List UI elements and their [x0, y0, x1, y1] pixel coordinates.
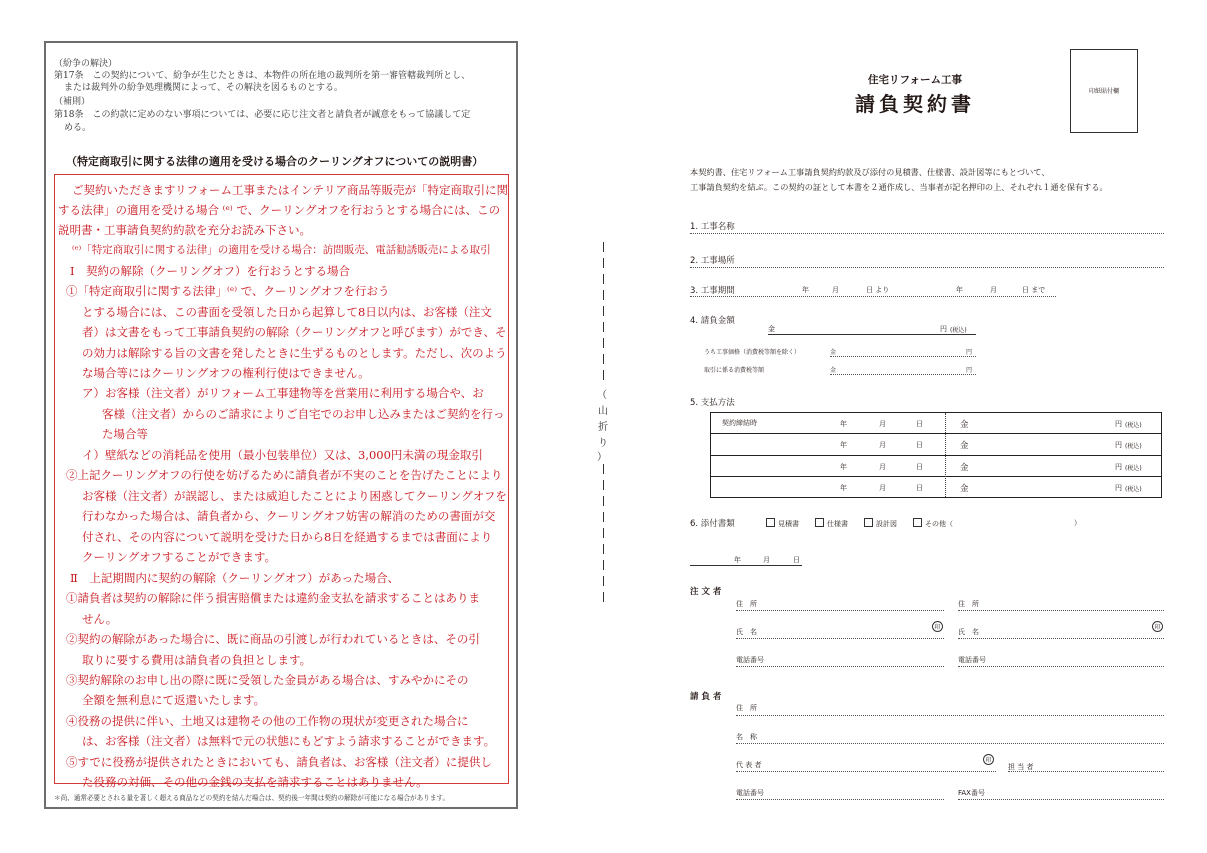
pay-year: 年 [840, 463, 847, 471]
period-from-year: 年 [802, 286, 809, 294]
pay-month: 月 [879, 484, 886, 492]
orderer1-phone-field[interactable] [736, 666, 944, 667]
pay-year: 年 [840, 420, 847, 428]
period-from-month: 月 [832, 286, 839, 294]
orderer1-phone-label: 電話番号 [736, 656, 764, 664]
attachments-label: 6. 添付書類 [690, 519, 735, 529]
pay-yen: 円 [1115, 463, 1122, 471]
cooling-line: 付され、その内容について説明を受けた日から8日を経過するまでは書面により [82, 530, 493, 544]
cooling-off-title: （特定商取引に関する法律の適用を受ける場合のクーリングオフについての説明書） [66, 155, 484, 168]
seal-icon: 印 [983, 754, 994, 765]
orderer2-address-field[interactable] [958, 610, 1164, 611]
work-price-field[interactable] [830, 356, 976, 357]
attachment-other-label: その他（ [925, 520, 953, 528]
orderer2-name-field[interactable] [958, 638, 1164, 639]
checkbox-icon [815, 518, 824, 527]
work-price-label: うち工事価格（消費税等額を除く） [704, 349, 801, 356]
intro-line: 本契約書、住宅リフォーム工事請負契約約款及び添付の見積書、仕様書、設計図等にもとづいて、 [690, 167, 1050, 177]
orderer2-phone-label: 電話番号 [958, 656, 986, 664]
heading-supplement: （補則） [54, 97, 91, 107]
attachment-drawing[interactable] [864, 518, 897, 529]
cooling-line: 全額を無利息にて返還いたします。 [82, 693, 266, 707]
date-month: 月 [763, 556, 770, 564]
tax-amount-field[interactable] [830, 374, 976, 375]
attachment-other-close: ） [1074, 519, 1081, 527]
attachment-spec-label: 仕様書 [827, 520, 848, 528]
cooling-line: 取りに要する費用は請負者の負担とします。 [82, 653, 312, 667]
pay-kin: 金 [960, 484, 969, 494]
amount-yen: 円 [940, 325, 947, 333]
checkbox-icon [864, 518, 873, 527]
attachment-drawing-label: 設計図 [876, 520, 897, 528]
article-17-line2: または裁判外の紛争処理機関によって、その解決を図るものとする。 [64, 83, 343, 93]
attachment-spec[interactable] [815, 518, 848, 529]
work-period-field[interactable] [690, 296, 1056, 297]
contractor-rep-field[interactable] [736, 771, 996, 772]
article-18-line2: める。 [64, 123, 92, 133]
pay-tax: (税込) [1125, 443, 1142, 450]
cooling-line: クーリングオフすることができます。 [82, 550, 277, 564]
attachment-estimate[interactable] [766, 518, 799, 529]
contractor-address-field[interactable] [736, 715, 1164, 716]
payment-table [710, 412, 1162, 498]
pay-day: 日 [916, 420, 923, 428]
orderer1-name-label: 氏 名 [736, 628, 757, 636]
orderer1-address-field[interactable] [736, 610, 944, 611]
pay-month: 月 [879, 441, 886, 449]
contractor-company-field[interactable] [736, 743, 1164, 744]
pay-kin: 金 [960, 463, 969, 473]
cooling-line: お客様（注文者）が誤認し、または威迫したことにより困惑してクーリングオフを [82, 489, 507, 503]
cooling-line: せん。 [82, 612, 118, 626]
contractor-fax-label: FAX番号 [958, 789, 985, 797]
contractor-address-label: 住 所 [736, 704, 757, 712]
cooling-line: 者）は文書をもって工事請負契約の解除（クーリングオフと呼びます）ができ、そ [82, 325, 507, 339]
orderer2-name-label: 氏 名 [958, 628, 979, 636]
contractor-rep-label: 代 表 者 [736, 761, 762, 769]
period-to-day: 日 まで [1022, 286, 1046, 294]
contract-amount-label: 4. 請負金額 [690, 316, 735, 326]
cooling-line: ⑤すでに役務が提供されたときにおいても、請負者は、お客様（注文者）に提供し [66, 755, 492, 769]
cooling-line: ア）お客様（注文者）がリフォーム工事建物等を営業用に利用する場合や、お [82, 386, 484, 400]
pay-yen: 円 [1115, 420, 1122, 428]
contractor-person-label: 担 当 者 [1008, 763, 1034, 771]
cooling-line: Ⅰ 契約の解除（クーリングオフ）を行おうとする場合 [70, 264, 350, 278]
pay-day: 日 [916, 484, 923, 492]
pay-year: 年 [840, 484, 847, 492]
checkbox-icon [913, 518, 922, 527]
fold-label: ） [597, 452, 607, 463]
pay-kin: 金 [960, 420, 969, 430]
contractor-person-field[interactable] [1008, 771, 1164, 772]
tax-amount-label: 取引に係る消費税等額 [704, 367, 765, 374]
orderer2-address-label: 住 所 [958, 600, 979, 608]
amount-tax-incl: (税込) [950, 327, 967, 334]
attachment-other[interactable] [913, 518, 953, 529]
work-site-field[interactable] [690, 267, 1164, 268]
work-name-label: 1. 工事名称 [690, 222, 735, 232]
pay-tax: (税込) [1125, 486, 1142, 493]
orderer1-address-label: 住 所 [736, 600, 757, 608]
cooling-line: ③契約解除のお申し出の際に既に受領した金員がある場合は、すみやかにその [66, 673, 469, 687]
revenue-stamp-label: 印紙貼付欄 [1088, 88, 1119, 95]
contractor-heading: 請 負 者 [690, 692, 722, 702]
fold-label: 山 [598, 406, 608, 417]
cooling-line: ④役務の提供に伴い、土地又は建物その他の工作物の現状が変更された場合に [66, 714, 469, 728]
pay-tax: (税込) [1125, 465, 1142, 472]
cooling-line: た場合等 [102, 427, 148, 441]
cooling-line: な場合等にはクーリングオフの権利行使はできません。 [82, 366, 370, 380]
cooling-line: ②上記クーリングオフの行使を妨げるために請負者が不実のことを告げたことにより [66, 468, 503, 482]
cooling-line: 説明書・工事請負契約約款を充分お読み下さい。 [58, 223, 311, 237]
fold-label: 折 [598, 422, 608, 433]
cooling-line: する法律」の適用を受ける場合 ⁽ᵉ⁾ で、クーリングオフを行おうとする場合には、この [58, 203, 501, 217]
pay-month: 月 [879, 420, 886, 428]
contractor-company-label: 名 称 [736, 733, 757, 741]
cooling-line: ①「特定商取引に関する法律」⁽ᵉ⁾ で、クーリングオフを行おう [66, 284, 390, 298]
heading-dispute: （紛争の解決） [54, 59, 118, 69]
cooling-line: ①請負者は契約の解除に伴う損害賠償または違約金支払を請求することはありま [66, 591, 480, 605]
payment-row1-label: 契約締結時 [722, 419, 757, 427]
attachment-estimate-label: 見積書 [778, 520, 799, 528]
tax-amount-kin: 金 [830, 367, 837, 374]
contract-title: 請負契約書 [855, 92, 975, 116]
contract-amount-field[interactable] [768, 334, 976, 335]
revenue-stamp-box [1070, 49, 1138, 133]
seal-icon: 印 [1152, 621, 1163, 632]
tax-amount-yen: 円 [966, 367, 973, 374]
fold-label: （ [597, 390, 607, 401]
period-to-month: 月 [990, 286, 997, 294]
pay-yen: 円 [1115, 441, 1122, 449]
contractor-phone-field[interactable] [736, 799, 944, 800]
period-from-day: 日 より [866, 286, 890, 294]
pay-kin: 金 [960, 441, 969, 451]
fold-label: り [598, 438, 608, 449]
contract-subtitle: 住宅リフォーム工事 [868, 74, 962, 86]
pay-day: 日 [916, 463, 923, 471]
work-site-label: 2. 工事場所 [690, 256, 735, 266]
seal-icon: 印 [932, 621, 943, 632]
pay-tax: (税込) [1125, 422, 1142, 429]
work-price-kin: 金 [830, 349, 837, 356]
article-18-line1: 第18条 この約款に定めのない事項については、必要に応じ注文者と請負者が誠意をもって協議して定 [54, 110, 471, 120]
amount-kin: 金 [768, 325, 775, 333]
cooling-line: ご契約いただきますリフォーム工事またはインテリア商品等販売が「特定商取引に関 [72, 183, 508, 197]
footnote: ＊尚、通常必要とされる量を著しく超える商品などの契約を結んだ場合は、契約後一年間は契約の解除が可能になる場合があります。 [54, 794, 450, 802]
cooling-line: ⁽ᵉ⁾「特定商取引に関する法律」の適用を受ける場合：訪問販売、電話勧誘販売による取引 [72, 244, 491, 256]
cooling-line: の効力は解除する旨の文書を発したときに生ずるものとします。ただし、次のよう [82, 346, 507, 360]
cooling-line: Ⅱ 上記期間内に契約の解除（クーリングオフ）があった場合、 [70, 571, 400, 585]
date-day: 日 [793, 556, 800, 564]
pay-yen: 円 [1115, 484, 1122, 492]
cooling-line: ②契約の解除があった場合に、既に商品の引渡しが行われているときは、その引 [66, 632, 480, 646]
cooling-line: イ）壁紙などの消耗品を使用（最小包装単位）又は、3,000円未満の現金取引 [82, 448, 483, 462]
work-period-label: 3. 工事期間 [690, 286, 735, 296]
pay-year: 年 [840, 441, 847, 449]
contractor-fax-field[interactable] [958, 799, 1164, 800]
period-to-year: 年 [956, 286, 963, 294]
orderer-heading: 注 文 者 [690, 587, 722, 597]
contract-date-field[interactable] [690, 565, 802, 566]
cooling-line: とする場合には、この書面を受領した日から起算して8日以内は、お客様（注文 [82, 305, 492, 319]
payment-label: 5. 支払方法 [690, 398, 735, 408]
orderer1-name-field[interactable] [736, 638, 944, 639]
checkbox-icon [766, 518, 775, 527]
cooling-line: は、お客様（注文者）は無料で元の状態にもどすよう請求することができます。 [82, 734, 496, 748]
contractor-phone-label: 電話番号 [736, 789, 764, 797]
pay-day: 日 [916, 441, 923, 449]
cooling-line: 行わなかった場合は、請負者から、クーリングオフ妨害の解消のための書面が交 [82, 509, 496, 523]
article-17-line1: 第17条 この契約について、紛争が生じたときは、本物件の所在地の裁判所を第一審管轄裁判所とし、 [54, 71, 471, 81]
pay-month: 月 [879, 463, 886, 471]
cooling-line: た役務の対価、その他の金銭の支払を請求することはありません。 [82, 775, 428, 789]
cooling-line: 客様（注文者）からのご請求によりご自宅でのお申し込みまたはご契約を行っ [102, 407, 505, 421]
date-year: 年 [734, 556, 741, 564]
orderer2-phone-field[interactable] [958, 666, 1164, 667]
work-price-yen: 円 [966, 349, 973, 356]
work-name-field[interactable] [690, 233, 1164, 234]
intro-line: 工事請負契約を結ぶ。この契約の証として本書を２通作成し、当事者が記名押印の上、それぞれ１通を保有する。 [690, 182, 1108, 192]
